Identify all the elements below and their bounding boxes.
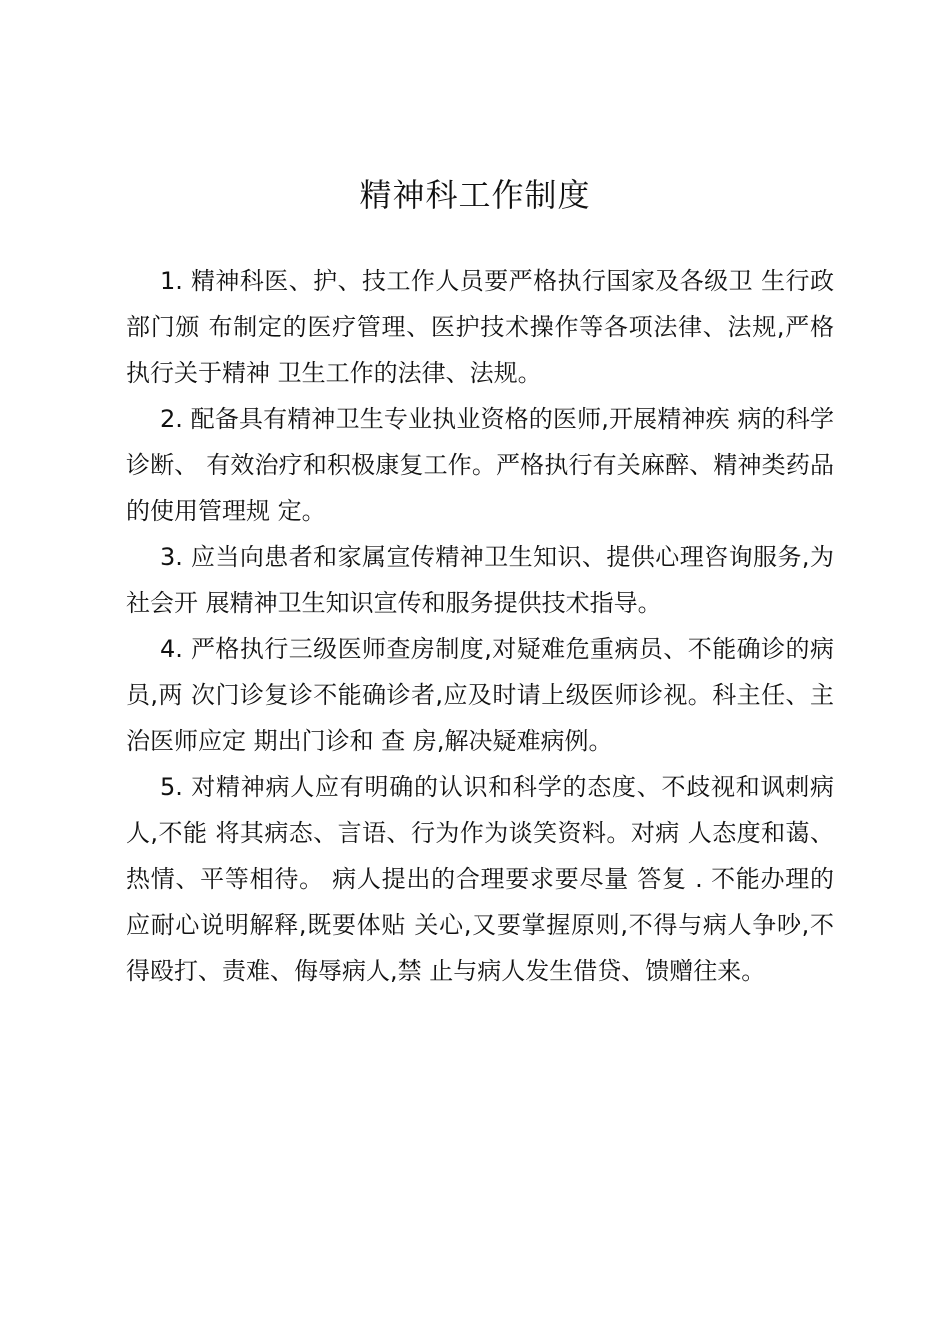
- paragraph-1: 1. 精神科医、护、技工作人员要严格执行国家及各级卫 生行政部门颁 布制定的医疗管理、医护技术操作等各项法律、法规,严格执行关于精神 卫生工作的法律、法规。: [126, 267, 834, 387]
- paragraph-4: 4. 严格执行三级医师查房制度,对疑难危重病员、不能确诊的病员,两 次门诊复诊不能确诊者,应及时请上级医师诊视。科主任、主治医师应定 期出门诊和 查 房,解决疑难病例。: [126, 635, 834, 755]
- paragraph-2: 2. 配备具有精神卫生专业执业资格的医师,开展精神疾 病的科学诊断、 有效治疗和积极康复工作。严格执行有关麻醉、精神类药品的使用管理规 定。: [126, 405, 834, 525]
- document-title: 精神科工作制度: [359, 176, 591, 215]
- paragraph-3: 3. 应当向患者和家属宣传精神卫生知识、提供心理咨询服务,为社会开 展精神卫生知识宣传和服务提供技术指导。: [126, 543, 834, 617]
- paragraph-5: 5. 对精神病人应有明确的认识和科学的态度、不歧视和讽刺病人,不能 将其病态、言语、行为作为谈笑资料。对病 人态度和蔼、热情、平等相待。 病人提出的合理要求要尽量 答复 . 不能办理的应耐心说明解释,既要体贴 关心,又要掌握原则,不得与病人争吵,不得殴打、责难、侮辱病人,禁 止与病人发生借贷、馈赠往来。: [126, 773, 834, 985]
- document-body: [126, 258, 834, 994]
